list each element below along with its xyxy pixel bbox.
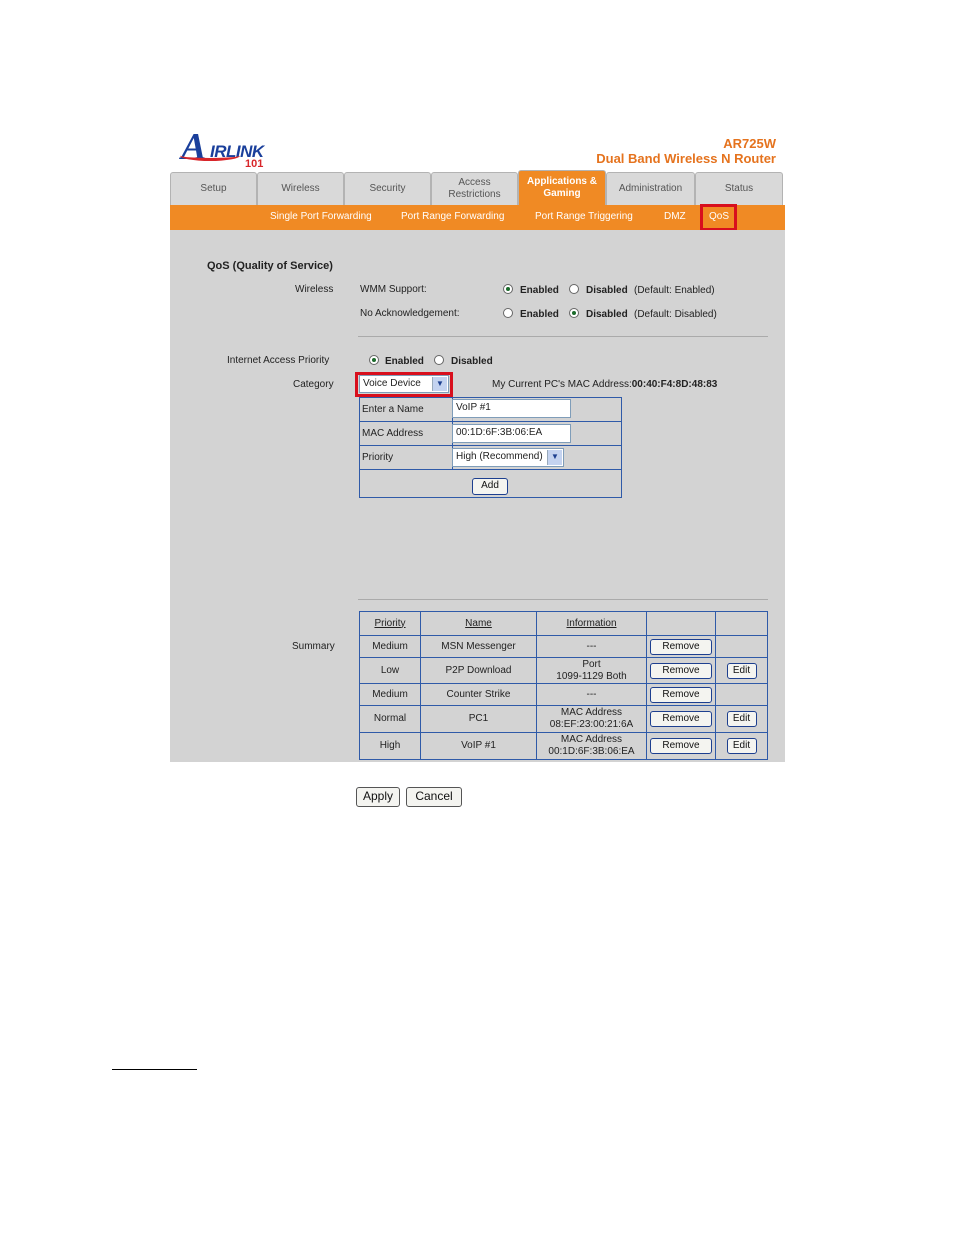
wmm-label: WMM Support: xyxy=(360,284,427,295)
row-information xyxy=(537,684,647,706)
wmm-default-note: (Default: Enabled) xyxy=(634,285,715,296)
row-priority: Normal xyxy=(360,706,421,733)
row-information xyxy=(537,658,647,684)
table-row xyxy=(360,658,768,684)
row-edit-cell xyxy=(716,706,768,733)
row-information xyxy=(537,733,647,760)
row-remove-cell xyxy=(647,733,716,760)
row-name: P2P Download xyxy=(421,658,537,684)
wireless-label: Wireless xyxy=(295,284,334,295)
info-line: Port xyxy=(582,658,601,670)
table-row xyxy=(360,684,768,706)
name-input[interactable]: VoIP #1 xyxy=(452,399,571,418)
info-line: 08:EF:23:00:21:6A xyxy=(549,719,634,730)
row-remove-cell xyxy=(647,636,716,658)
highlight-box-category xyxy=(355,372,453,397)
iap-label: Internet Access Priority xyxy=(227,355,330,366)
wmm-disabled-radio[interactable] xyxy=(569,284,579,294)
tab-label: Applications & Gaming xyxy=(526,176,597,199)
info-line: 00:1D:6F:3B:06:EA xyxy=(548,746,635,757)
summary-table xyxy=(359,611,768,760)
info-line: MAC Address xyxy=(560,734,623,745)
noack-label: No Acknowledgement: xyxy=(360,308,460,319)
logo-text: IRLINK xyxy=(210,142,264,161)
model-name: AR725W xyxy=(723,136,776,151)
info-line: 1099-1129 Both xyxy=(556,670,627,682)
info-line: --- xyxy=(586,688,597,700)
subtab-dmz[interactable]: DMZ xyxy=(664,211,686,222)
category-value: Voice Device xyxy=(363,378,421,389)
edit-button[interactable]: Edit xyxy=(727,711,757,727)
summary-header-row xyxy=(360,612,768,636)
row-information xyxy=(537,706,647,733)
tab-label: Security xyxy=(369,183,406,194)
row-information xyxy=(537,636,647,658)
noack-disabled-radio[interactable] xyxy=(569,308,579,318)
header-blank xyxy=(647,612,716,636)
row-name: Counter Strike xyxy=(421,684,537,706)
row-name: PC1 xyxy=(421,706,537,733)
info-line: MAC Address xyxy=(560,707,623,718)
divider xyxy=(358,599,768,600)
row-priority: Low xyxy=(360,658,421,684)
info-line: --- xyxy=(586,640,597,652)
tab-label: Administration xyxy=(618,183,683,194)
tab-label: Status xyxy=(724,183,754,194)
category-label: Category xyxy=(293,379,334,390)
iap-disabled-label: Disabled xyxy=(451,356,493,367)
wmm-disabled-label: Disabled xyxy=(586,285,628,296)
name-field-label: Enter a Name xyxy=(360,398,453,422)
remove-button[interactable]: Remove xyxy=(650,738,712,754)
header-name: Name xyxy=(421,612,537,636)
remove-button[interactable]: Remove xyxy=(650,687,712,703)
row-priority: Medium xyxy=(360,684,421,706)
summary-label: Summary xyxy=(292,641,335,652)
row-edit-cell xyxy=(716,658,768,684)
current-mac-value: 00:40:F4:8D:48:83 xyxy=(631,379,718,390)
logo-sub: 101 xyxy=(245,158,264,170)
subtab-single-port-forwarding[interactable]: Single Port Forwarding xyxy=(270,211,372,222)
row-edit-cell xyxy=(716,733,768,760)
highlight-box-qos xyxy=(700,204,737,231)
table-row xyxy=(360,733,768,760)
tab-label: Access Restrictions xyxy=(448,177,501,200)
add-button[interactable]: Add xyxy=(472,478,508,495)
chevron-down-icon: ▼ xyxy=(432,377,447,391)
tab-label: Wireless xyxy=(281,183,320,194)
row-remove-cell xyxy=(647,684,716,706)
row-priority: Medium xyxy=(360,636,421,658)
page-title: QoS (Quality of Service) xyxy=(207,260,333,272)
divider xyxy=(112,1069,197,1070)
noack-default-note: (Default: Disabled) xyxy=(634,309,717,320)
wmm-enabled-radio[interactable] xyxy=(503,284,513,294)
iap-disabled-radio[interactable] xyxy=(434,355,444,365)
current-mac-info xyxy=(492,379,717,390)
row-name: VoIP #1 xyxy=(421,733,537,760)
noack-enabled-radio[interactable] xyxy=(503,308,513,318)
tab-access-restrictions[interactable] xyxy=(431,172,518,205)
row-name: MSN Messenger xyxy=(421,636,537,658)
row-remove-cell xyxy=(647,706,716,733)
tab-security[interactable] xyxy=(344,172,431,205)
tab-wireless[interactable] xyxy=(257,172,344,205)
chevron-down-icon: ▼ xyxy=(547,450,562,465)
iap-enabled-radio[interactable] xyxy=(369,355,379,365)
cancel-button[interactable]: Cancel xyxy=(406,787,462,807)
header-information: Information xyxy=(537,612,647,636)
priority-field-label: Priority xyxy=(360,446,453,470)
subtab-port-range-triggering[interactable]: Port Range Triggering xyxy=(535,211,633,222)
remove-button[interactable]: Remove xyxy=(650,663,712,679)
tab-setup[interactable] xyxy=(170,172,257,205)
tab-status[interactable] xyxy=(695,172,783,205)
priority-select[interactable] xyxy=(452,448,564,467)
tab-administration[interactable] xyxy=(606,172,695,205)
subtab-port-range-forwarding[interactable]: Port Range Forwarding xyxy=(401,211,505,222)
edit-button[interactable]: Edit xyxy=(727,663,757,679)
row-edit-cell xyxy=(716,684,768,706)
noack-disabled-label: Disabled xyxy=(586,309,628,320)
product-title xyxy=(596,136,776,166)
priority-value: High (Recommend) xyxy=(456,451,543,462)
subtab-qos[interactable]: QoS xyxy=(709,211,730,222)
current-mac-label: My Current PC's MAC Address: xyxy=(492,379,632,390)
edit-button[interactable]: Edit xyxy=(727,738,757,754)
mac-field-label: MAC Address xyxy=(360,422,453,446)
header-blank xyxy=(716,612,768,636)
table-row xyxy=(360,636,768,658)
product-name: Dual Band Wireless N Router xyxy=(596,151,776,166)
tab-label: Setup xyxy=(200,183,227,194)
header-priority: Priority xyxy=(360,612,421,636)
divider xyxy=(358,336,768,337)
noack-enabled-label: Enabled xyxy=(520,309,559,320)
remove-button[interactable]: Remove xyxy=(650,711,712,727)
row-remove-cell xyxy=(647,658,716,684)
apply-button[interactable]: Apply xyxy=(356,787,400,807)
wmm-enabled-label: Enabled xyxy=(520,285,559,296)
table-row xyxy=(360,706,768,733)
iap-enabled-label: Enabled xyxy=(385,356,424,367)
logo-swoosh xyxy=(180,150,240,161)
tab-applications-gaming[interactable] xyxy=(518,170,606,205)
row-priority: High xyxy=(360,733,421,760)
row-edit-cell xyxy=(716,636,768,658)
mac-address-input[interactable]: 00:1D:6F:3B:06:EA xyxy=(452,424,571,443)
remove-button[interactable]: Remove xyxy=(650,639,712,655)
logo-mark: A xyxy=(181,126,207,168)
